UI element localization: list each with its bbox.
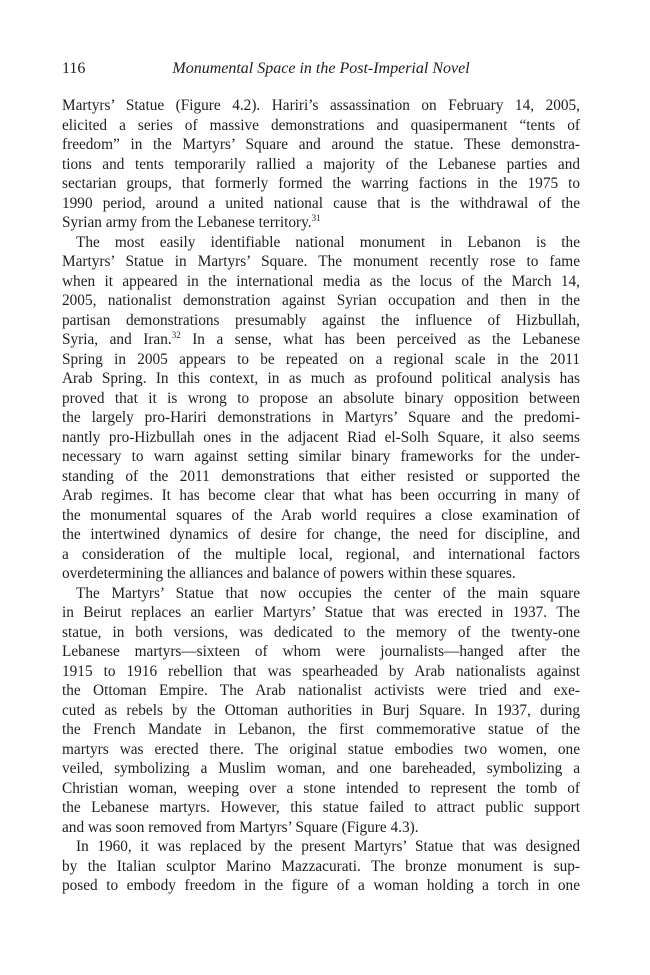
text-line: necessary to warn against setting similar binary frameworks for the under-	[62, 448, 580, 465]
text-line: nantly pro-Hizbullah ones in the adjacent Riad el-Solh Square, it also seems	[62, 428, 580, 446]
text-line: the Ottoman Empire. The Arab nationalist activists were tried and exe-	[62, 682, 580, 699]
text-line: Martyrs’ Statue in Martyrs’ Square. The monument recently rose to fame	[62, 253, 580, 270]
text-line: standing of the 2011 demonstrations that either resisted or supported the	[62, 467, 580, 485]
text-line: freedom” in the Martyrs’ Square and around the statue. These demonstra-	[62, 136, 580, 153]
text-line: overdetermining the alliances and balance of powers within these squares.	[62, 565, 516, 582]
text-line: elicited a series of massive demonstrations and quasipermanent “tents of	[62, 116, 580, 134]
text-line: the French Mandate in Lebanon, the first commemorative statue of the	[62, 721, 580, 738]
text-line: veiled, symbolizing a Muslim woman, and one bareheaded, symbolizing a	[62, 760, 580, 777]
text-line: proved that it is wrong to propose an absolute binary opposition between	[62, 389, 580, 407]
running-head	[62, 58, 580, 80]
text-line: martyrs was erected there. The original statue embodies two women, one	[62, 740, 580, 758]
text-line: 1915 to 1916 rebellion that was spearheaded by Arab nationalists against	[62, 662, 580, 680]
running-title: Monumental Space in the Post-Imperial Novel	[172, 60, 470, 77]
text-line: the monumental squares of the Arab world requires a close examination of	[62, 506, 580, 524]
text-line: Christian woman, weeping over a stone intended to represent the tomb of	[62, 779, 580, 797]
text-line: Martyrs’ Statue (Figure 4.2). Hariri’s assassination on February 14, 2005,	[62, 97, 580, 114]
text-line: In 1960, it was replaced by the present Martyrs’ Statue that was designed	[76, 838, 580, 855]
text-line: The most easily identifiable national monument in Lebanon is the	[76, 233, 580, 251]
footnote-marker: 31	[311, 213, 321, 223]
text-line: and was soon removed from Martyrs’ Square (Figure 4.3).	[62, 818, 419, 836]
text-line: tions and tents temporarily rallied a majority of the Lebanese parties and	[62, 155, 580, 173]
text-line: partisan demonstrations presumably against the influence of Hizbullah,	[62, 311, 580, 329]
text-line: Syria, and Iran.$^{32}$ In a sense, what has been perceived as the Lebanese	[62, 330, 580, 348]
text-line: Lebanese martyrs—sixteen of whom were journalists—hanged after the	[62, 643, 580, 660]
text-line: the Lebanese martyrs. However, this statue failed to attract public support	[62, 799, 580, 816]
text-line: 1990 period, around a united national cause that is the withdrawal of the	[62, 194, 580, 212]
text-line: sectarian groups, that formerly formed the warring factions in the 1975 to	[62, 175, 580, 192]
text-line: in Beirut replaces an earlier Martyrs’ Statue that was erected in 1937. The	[62, 604, 580, 621]
text-line: by the Italian sculptor Marino Mazzacurati. The bronze monument is sup-	[62, 857, 580, 875]
paragraph	[62, 96, 580, 233]
text-line: Syrian army from the Lebanese territory.$^{31}$	[62, 213, 321, 231]
text-line: The Martyrs’ Statue that now occupies the center of the main square	[76, 584, 580, 602]
page-number: 116	[62, 60, 86, 77]
text-line: posed to embody freedom in the figure of a woman holding a torch in one	[62, 877, 580, 894]
footnote-marker: 32	[171, 330, 181, 340]
text-line: statue, in both versions, was dedicated to the memory of the twenty-one	[62, 623, 580, 641]
text-line: Spring in 2005 appears to be repeated on a regional scale in the 2011	[62, 350, 580, 368]
book-page	[62, 58, 580, 896]
text-line: the intertwined dynamics of desire for change, the need for discipline, and	[62, 526, 580, 543]
body-text	[62, 96, 580, 896]
paragraph	[62, 233, 580, 584]
paragraph	[62, 837, 580, 896]
text-line: cuted as rebels by the Ottoman authorities in Burj Square. In 1937, during	[62, 701, 580, 719]
text-line: the largely pro-Hariri demonstrations in Martyrs’ Square and the predomi-	[62, 409, 580, 426]
paragraph	[62, 584, 580, 838]
text-line: when it appeared in the international media as the locus of the March 14,	[62, 272, 580, 290]
text-line: Arab regimes. It has become clear that what has been occurring in many of	[62, 487, 580, 504]
text-line: 2005, nationalist demonstration against Syrian occupation and then in the	[62, 292, 580, 309]
text-line: a consideration of the multiple local, regional, and international factors	[62, 545, 580, 563]
text-line: Arab Spring. In this context, in as much as profound political analysis has	[62, 370, 580, 387]
